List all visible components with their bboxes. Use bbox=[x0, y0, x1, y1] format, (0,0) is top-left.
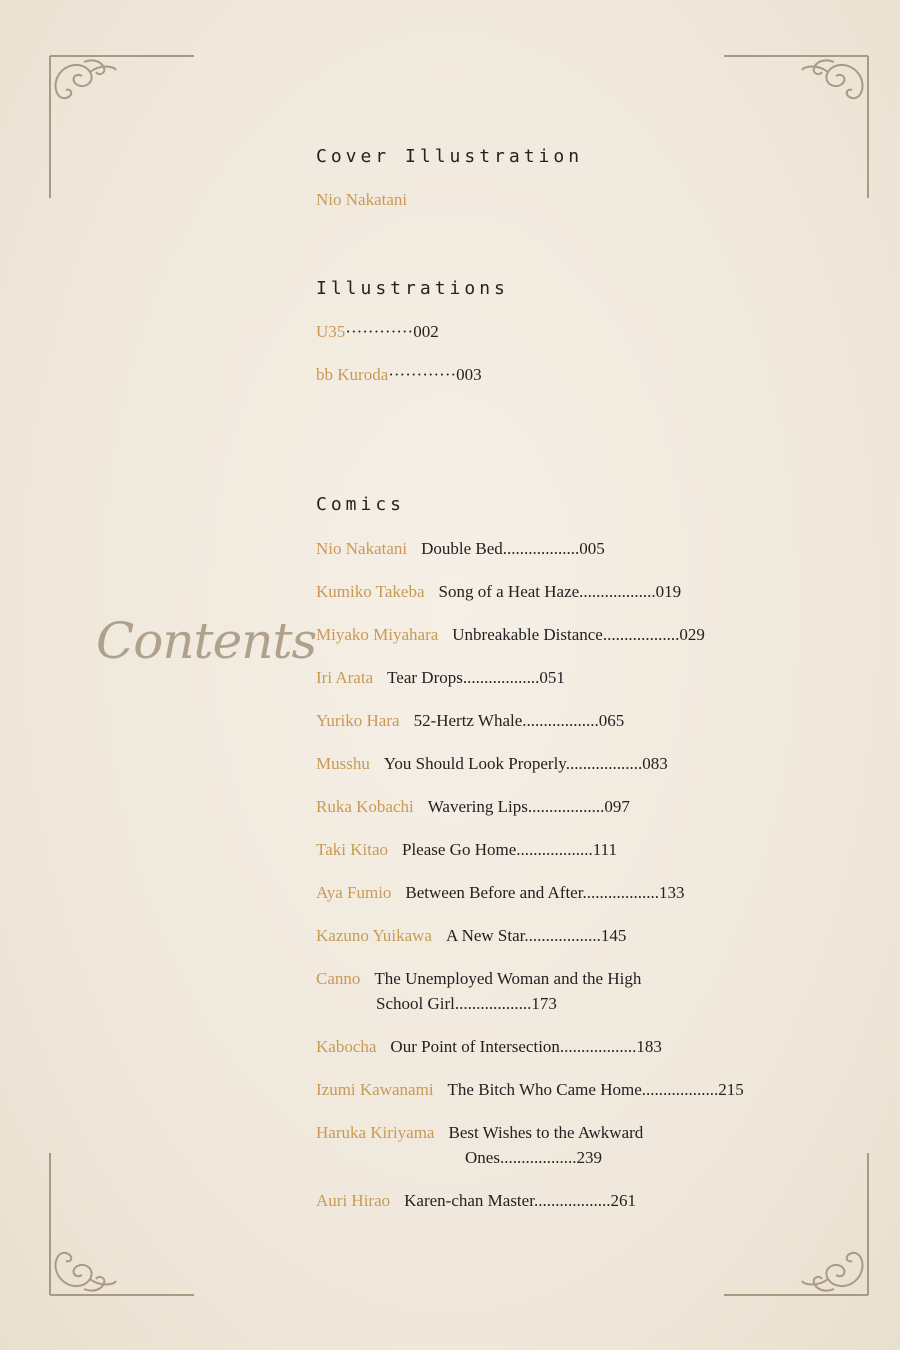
comic-title: Please Go Home bbox=[401, 840, 517, 859]
illustration-entry bbox=[316, 322, 439, 342]
leader-dots: .................. bbox=[502, 539, 580, 558]
cover-author: Nio Nakatani bbox=[316, 190, 408, 209]
leader-dots: .................. bbox=[516, 840, 593, 859]
comic-title: The Bitch Who Came Home bbox=[447, 1080, 642, 1099]
comic-author: Musshu bbox=[316, 754, 370, 773]
leader-dots: .................. bbox=[582, 883, 659, 902]
page-number: 065 bbox=[598, 711, 625, 730]
comic-author: Izumi Kawanami bbox=[316, 1080, 434, 1099]
leader-dots: .................. bbox=[559, 1037, 637, 1056]
page-number: 261 bbox=[610, 1191, 636, 1210]
illustrations-heading: Illustrations bbox=[316, 278, 509, 299]
comic-title: Song of a Heat Haze bbox=[438, 582, 580, 601]
page-number: 019 bbox=[655, 582, 682, 601]
page-number: 002 bbox=[413, 322, 439, 341]
comic-title: Our Point of Intersection bbox=[390, 1037, 560, 1056]
illustration-author: bb Kuroda bbox=[316, 365, 389, 384]
comic-entry bbox=[316, 1191, 636, 1211]
page-number: 133 bbox=[658, 883, 685, 902]
leader-dots: .................. bbox=[527, 797, 605, 816]
comics-heading: Comics bbox=[316, 494, 406, 515]
comic-entry bbox=[316, 625, 705, 645]
comic-title: Karen-chan Master bbox=[404, 1191, 534, 1210]
leader-dots: .................. bbox=[454, 994, 532, 1013]
page-number: 083 bbox=[642, 754, 668, 773]
leader-dots: .................. bbox=[499, 1148, 577, 1167]
leader-dots: .................. bbox=[641, 1080, 719, 1099]
comic-title: 52-Hertz Whale bbox=[413, 711, 523, 730]
comic-title: A New Star bbox=[445, 926, 525, 945]
comic-entry bbox=[316, 797, 630, 817]
page-number: 029 bbox=[679, 625, 705, 644]
comic-author: Kazuno Yuikawa bbox=[316, 926, 432, 945]
leader-dots: ············ bbox=[345, 322, 414, 341]
comic-entry-continuation bbox=[376, 994, 557, 1014]
comic-author: Kumiko Takeba bbox=[316, 582, 425, 601]
page-number: 215 bbox=[718, 1080, 744, 1099]
comic-entry bbox=[316, 668, 565, 688]
comic-title: Double Bed bbox=[421, 539, 503, 558]
comic-title: Tear Drops bbox=[387, 668, 463, 687]
comic-author: Yuriko Hara bbox=[316, 711, 400, 730]
page-number: 173 bbox=[531, 994, 557, 1013]
comic-author: Ruka Kobachi bbox=[316, 797, 414, 816]
page-number: 051 bbox=[539, 668, 565, 687]
page-number: 097 bbox=[604, 797, 630, 816]
comic-author: Nio Nakatani bbox=[316, 539, 408, 558]
leader-dots: ············ bbox=[388, 365, 457, 384]
page-number: 003 bbox=[456, 365, 482, 384]
cover-heading: Cover Illustration bbox=[316, 146, 584, 167]
comic-entry-continuation bbox=[465, 1148, 602, 1168]
comic-title: Wavering Lips bbox=[427, 797, 528, 816]
illustration-entry bbox=[316, 365, 482, 385]
scroll-ornament-icon bbox=[714, 1143, 874, 1303]
page-number: 239 bbox=[576, 1148, 602, 1167]
scroll-ornament-icon bbox=[714, 48, 874, 208]
corner-ornament-bottom-left bbox=[44, 1143, 204, 1303]
comic-entry bbox=[316, 1080, 744, 1100]
comic-author: Haruka Kiriyama bbox=[316, 1123, 435, 1142]
comic-author: Canno bbox=[316, 969, 361, 988]
comic-entry bbox=[316, 1037, 662, 1057]
comic-author: Miyako Miyahara bbox=[316, 625, 439, 644]
comic-title-continued: School Girl bbox=[376, 994, 455, 1013]
cover-author-line bbox=[316, 190, 407, 210]
comic-entry bbox=[316, 840, 617, 860]
comic-author: Kabocha bbox=[316, 1037, 377, 1056]
comic-title: Unbreakable Distance bbox=[452, 625, 603, 644]
comic-entry bbox=[316, 582, 681, 602]
comic-entry bbox=[316, 539, 605, 559]
corner-ornament-top-left bbox=[44, 48, 204, 208]
comic-author: Auri Hirao bbox=[316, 1191, 391, 1210]
comic-entry bbox=[316, 1123, 643, 1143]
leader-dots: .................. bbox=[579, 582, 656, 601]
comic-title: You Should Look Properly bbox=[383, 754, 566, 773]
illustration-author: U35 bbox=[316, 322, 346, 341]
leader-dots: .................. bbox=[462, 668, 540, 687]
leader-dots: .................. bbox=[524, 926, 601, 945]
comic-entry bbox=[316, 754, 668, 774]
scroll-ornament-icon bbox=[44, 1143, 204, 1303]
scroll-ornament-icon bbox=[44, 48, 204, 208]
page-number: 005 bbox=[579, 539, 605, 558]
comic-entry bbox=[316, 883, 684, 903]
page-number: 183 bbox=[636, 1037, 662, 1056]
comic-entry bbox=[316, 969, 641, 989]
comic-author: Taki Kitao bbox=[316, 840, 388, 859]
comic-entry bbox=[316, 711, 624, 731]
comic-entry bbox=[316, 926, 626, 946]
comic-title: Best Wishes to the Awkward bbox=[448, 1123, 644, 1142]
corner-ornament-bottom-right bbox=[714, 1143, 874, 1303]
contents-title: Contents bbox=[96, 612, 317, 670]
comic-title: The Unemployed Woman and the High bbox=[374, 969, 642, 988]
leader-dots: .................. bbox=[522, 711, 599, 730]
page-number: 111 bbox=[592, 840, 617, 859]
comic-author: Iri Arata bbox=[316, 668, 374, 687]
corner-ornament-top-right bbox=[714, 48, 874, 208]
comic-author: Aya Fumio bbox=[316, 883, 392, 902]
comic-title: Between Before and After bbox=[405, 883, 583, 902]
page-number: 145 bbox=[600, 926, 627, 945]
leader-dots: .................. bbox=[565, 754, 643, 773]
leader-dots: .................. bbox=[533, 1191, 611, 1210]
leader-dots: .................. bbox=[602, 625, 680, 644]
comic-title-continued: Ones bbox=[465, 1148, 500, 1167]
